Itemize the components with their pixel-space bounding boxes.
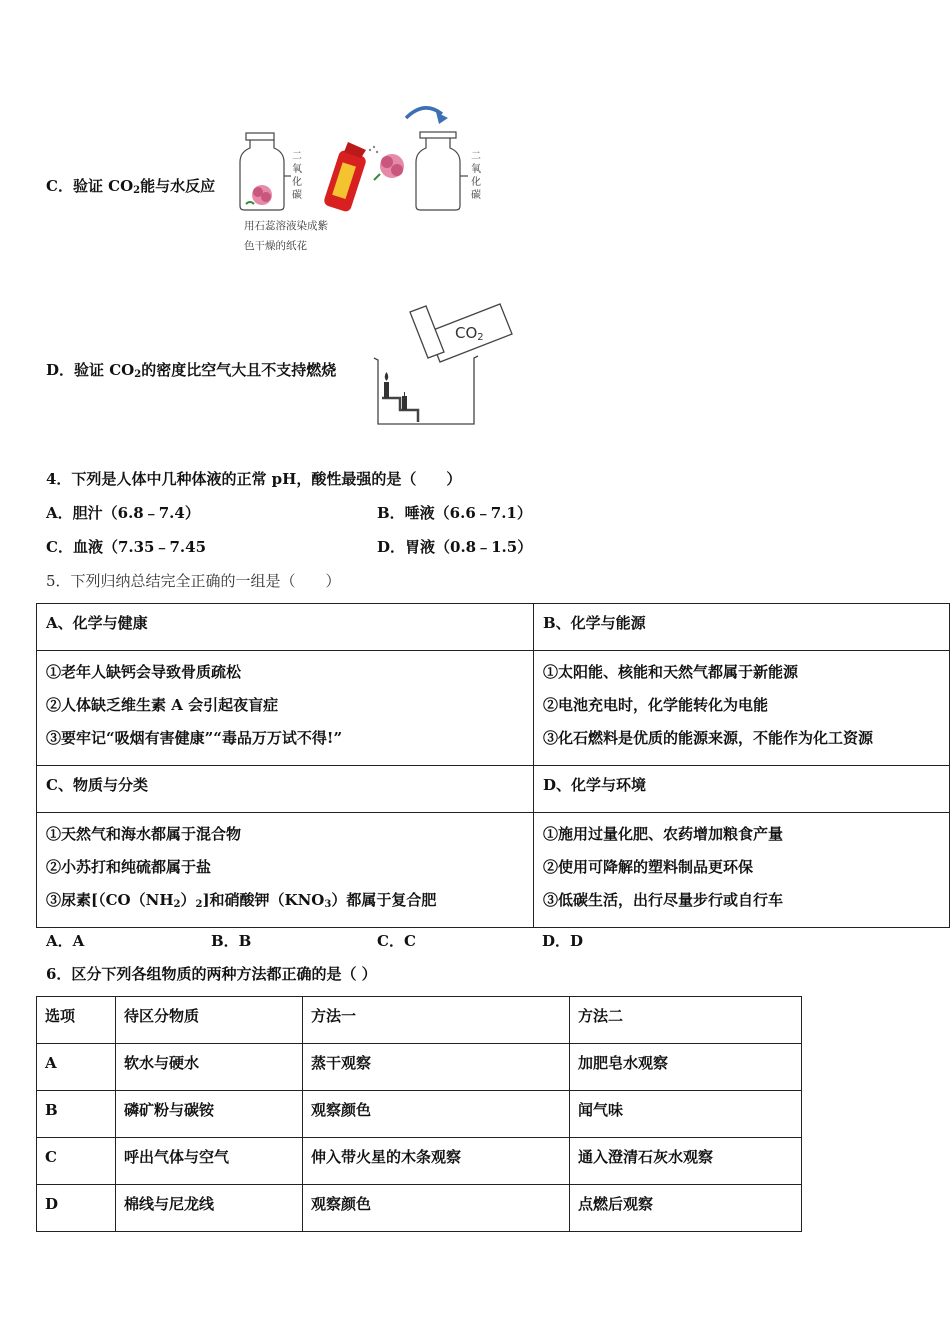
- co2-water-experiment-figure: [236, 100, 496, 220]
- q4-option-d: D．胃液（0.8﹣1.5）: [377, 538, 533, 556]
- flower-caption: 用石蕊溶液染成紫 色干燥的纸花: [244, 220, 328, 252]
- q6-table: [36, 996, 802, 1232]
- q5-cell-c-body: ①天然气和海水都属于混合物 ②小苏打和纯硫都属于盐 ③尿素[$(CO(NH_2)_2]$和硝酸钾$(KNO_3)$都属于复合肥: [37, 813, 534, 928]
- q5-answer-d: D．D: [542, 932, 584, 950]
- flower-in-bottle-icon: [246, 185, 272, 205]
- q5-cell-a-body: ①老年人缺钙会导致骨质疏松 ②人体缺乏维生素 A 会引起夜盲症 ③要牢记“吸烟有害健康”“毒品万万试不得!”: [37, 651, 534, 766]
- q4-option-b: B．唾液（6.6﹣7.1）: [377, 504, 532, 522]
- q5-stem: 5．下列归纳总结完全正确的一组是（ ）: [46, 572, 341, 590]
- q6-stem: 6．区分下列各组物质的两种方法都正确的是（ ）: [46, 965, 377, 983]
- table-row: D 棉线与尼龙线 观察颜色 点燃后观察: [37, 1185, 802, 1232]
- q5-cell-b-body: ①太阳能、核能和天然气都属于新能源 ②电池充电时，化学能转化为电能 ③化石燃料是优质的能源来源，不能作为化工资源: [534, 651, 950, 766]
- q4-option-c: C．血液（7.35﹣7.45: [46, 538, 207, 556]
- q5-cell-d-body: ①施用过量化肥、农药增加粮食产量 ②使用可降解的塑料制品更环保 ③低碳生活，出行尽量步行或自行车: [534, 813, 950, 928]
- option-d-text: D．验证 $CO_2$的密度比空气大且不支持燃烧: [46, 361, 337, 380]
- bottle-label-left: 二 氧 化 碳: [292, 151, 302, 201]
- q4-stem: 4．下列是人体中几种体液的正常 pH，酸性最强的是（ ）: [46, 470, 462, 488]
- q5-answer-a: A．A: [46, 932, 85, 950]
- table-row: A 软水与硬水 蒸干观察 加肥皂水观察: [37, 1044, 802, 1091]
- q5-cell-b-title: B、化学与能源: [534, 604, 950, 651]
- sprayed-flower-icon: [374, 154, 404, 180]
- beaker: [374, 356, 478, 424]
- table-row: C 呼出气体与空气 伸入带火星的木条观察 通入澄清石灰水观察: [37, 1138, 802, 1185]
- q5-cell-d-title: D、化学与环境: [534, 766, 950, 813]
- q4-option-a: A．胆汁（6.8﹣7.4）: [46, 504, 200, 522]
- spray-bottle-icon: [323, 142, 378, 213]
- q5-cell-c-title: C、物质与分类: [37, 766, 534, 813]
- q5-table: [36, 603, 950, 928]
- candles-icon: [384, 372, 407, 410]
- option-c-text: C．验证 $CO_2$能与水反应: [46, 177, 216, 196]
- co2-pour-figure: [370, 300, 520, 430]
- q5-answer-b: B．B: [211, 932, 252, 950]
- q5-cell-a-title: A、化学与健康: [37, 604, 534, 651]
- gas-bottle-right: [416, 132, 468, 210]
- co2-label: $CO_2$: [455, 324, 484, 343]
- table-row: B 磷矿粉与碳铵 观察颜色 闻气味: [37, 1091, 802, 1138]
- bottle-label-right: 二 氧 化 碳: [471, 151, 481, 201]
- table-header-row: 选项 待区分物质 方法一 方法二: [37, 997, 802, 1044]
- q5-answer-c: C．C: [377, 932, 416, 950]
